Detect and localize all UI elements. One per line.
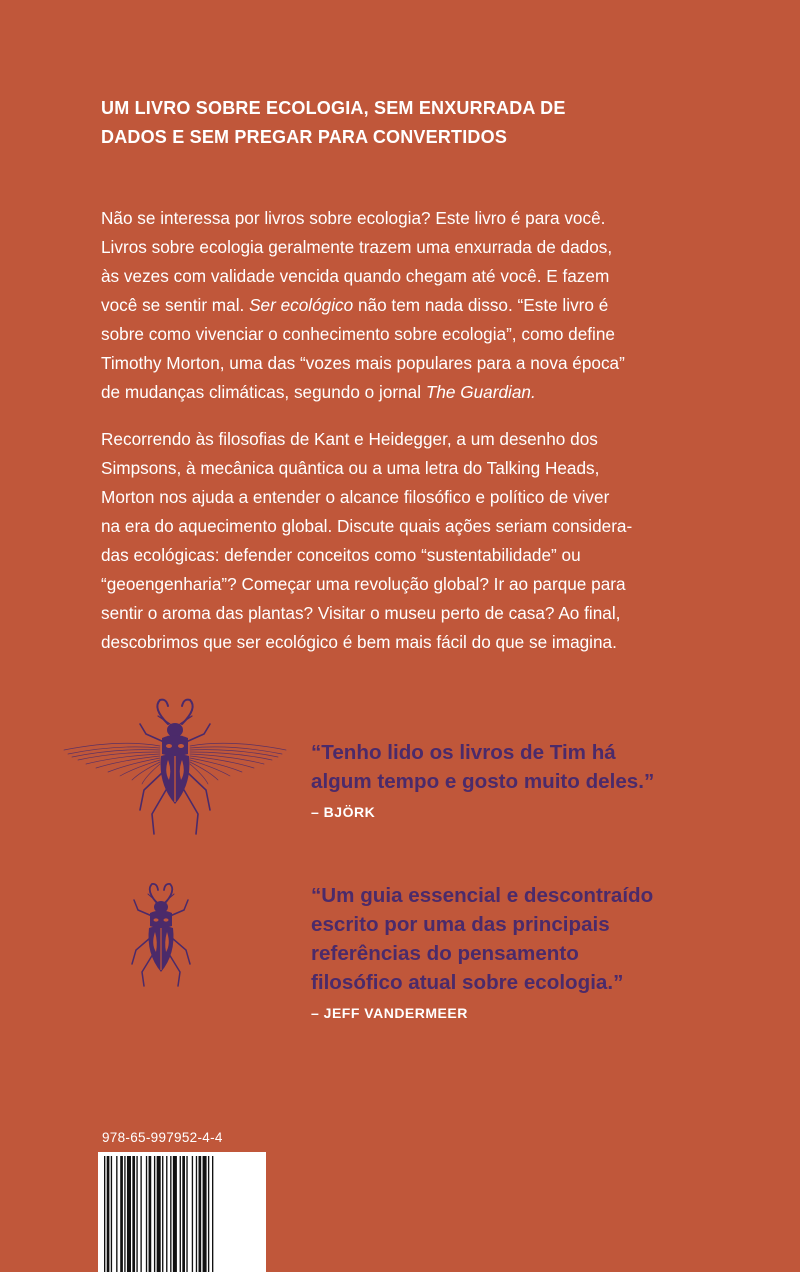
barcode-bar [140, 1156, 141, 1272]
isbn-number: 978-65-997952-4-4 [102, 1130, 223, 1145]
synopsis-line: Simpsons, à mecânica quântica ou a uma letra do Talking Heads, [101, 458, 600, 478]
synopsis-line: Não se interessa por livros sobre ecologia? Este livro é para você. [101, 208, 606, 228]
barcode-bar [199, 1156, 202, 1272]
synopsis-line: Timothy Morton, uma das “vozes mais populares para a nova época” [101, 353, 625, 373]
headline [101, 94, 661, 152]
barcode-bar [136, 1156, 137, 1272]
headline-line-2: DADOS E SEM PREGAR PARA CONVERTIDOS [101, 127, 508, 147]
quote-line: escrito por uma das principais [311, 913, 610, 936]
synopsis-line [101, 291, 721, 320]
barcode-bar [120, 1156, 123, 1272]
barcode-bar [180, 1156, 181, 1272]
barcode-bar [192, 1156, 193, 1272]
quote-text [311, 738, 781, 796]
beetle-with-wings-icon [60, 694, 290, 849]
synopsis-line: Livros sobre ecologia geralmente trazem uma enxurrada de dados, [101, 237, 613, 257]
quote-text [311, 881, 781, 997]
synopsis-line [101, 378, 721, 407]
barcode-bar [127, 1156, 131, 1272]
barcode-bar [208, 1156, 209, 1272]
barcode-icon [98, 1152, 266, 1272]
synopsis-line: Recorrendo às filosofias de Kant e Heidegger, a um desenho dos [101, 429, 598, 449]
synopsis-text: de mudanças climáticas, segundo o jornal [101, 382, 426, 402]
synopsis-text: não tem nada disso. “Este livro é [353, 295, 609, 315]
quote-line: “Um guia essencial e descontraído [311, 884, 654, 907]
barcode-bar [173, 1156, 177, 1272]
synopsis-line: na era do aquecimento global. Discute quais ações seriam considera- [101, 516, 633, 536]
barcode-bar [166, 1156, 167, 1272]
barcode-bar [132, 1156, 135, 1272]
barcode-bar [104, 1156, 105, 1272]
quote-vandermeer [311, 881, 781, 1021]
barcode-bar [170, 1156, 171, 1272]
synopsis-paragraph-1 [101, 204, 721, 407]
quote-line: algum tempo e gosto muito deles.” [311, 770, 655, 793]
newspaper-name-italic: The Guardian. [425, 382, 536, 402]
synopsis-line: descobrimos que ser ecológico é bem mais fácil do que se imagina. [101, 632, 617, 652]
synopsis-line: sobre como vivenciar o conhecimento sobre ecologia”, como define [101, 324, 615, 344]
synopsis-line: das ecológicas: defender conceitos como “sustentabilidade” ou [101, 545, 581, 565]
synopsis-line: Morton nos ajuda a entender o alcance filosófico e político de viver [101, 487, 610, 507]
barcode-bar [203, 1156, 207, 1272]
quote-line: “Tenho lido os livros de Tim há [311, 741, 616, 764]
beetle-icon [126, 880, 196, 995]
synopsis-text: você se sentir mal. [101, 295, 250, 315]
synopsis-line: às vezes com validade vencida quando chegam até você. E fazem [101, 266, 610, 286]
quote-line: referências do pensamento [311, 942, 579, 965]
barcode-bar [157, 1156, 161, 1272]
book-title-italic: Ser ecológico [249, 295, 354, 315]
barcode-bar [196, 1156, 197, 1272]
barcode-bar [149, 1156, 152, 1272]
barcode-bar [146, 1156, 147, 1272]
synopsis-line: sentir o aroma das plantas? Visitar o museu perto de casa? Ao final, [101, 603, 621, 623]
quote-author: – JEFF VANDERMEER [311, 1005, 468, 1021]
quote-bjork [311, 738, 781, 820]
barcode-bar [116, 1156, 117, 1272]
barcode-bar [212, 1156, 213, 1272]
synopsis-paragraph-2 [101, 425, 721, 657]
quote-line: filosófico atual sobre ecologia.” [311, 971, 624, 994]
headline-line-1: UM LIVRO SOBRE ECOLOGIA, SEM ENXURRADA DE [101, 98, 566, 118]
barcode-bar [186, 1156, 187, 1272]
barcode-bar [124, 1156, 125, 1272]
synopsis-line: “geoengenharia”? Começar uma revolução global? Ir ao parque para [101, 574, 626, 594]
quote-author: – BJÖRK [311, 804, 376, 820]
barcode-bar [111, 1156, 112, 1272]
barcode-bar [154, 1156, 155, 1272]
barcode-bar [107, 1156, 110, 1272]
barcode-bar [162, 1156, 163, 1272]
barcode-bar [182, 1156, 185, 1272]
